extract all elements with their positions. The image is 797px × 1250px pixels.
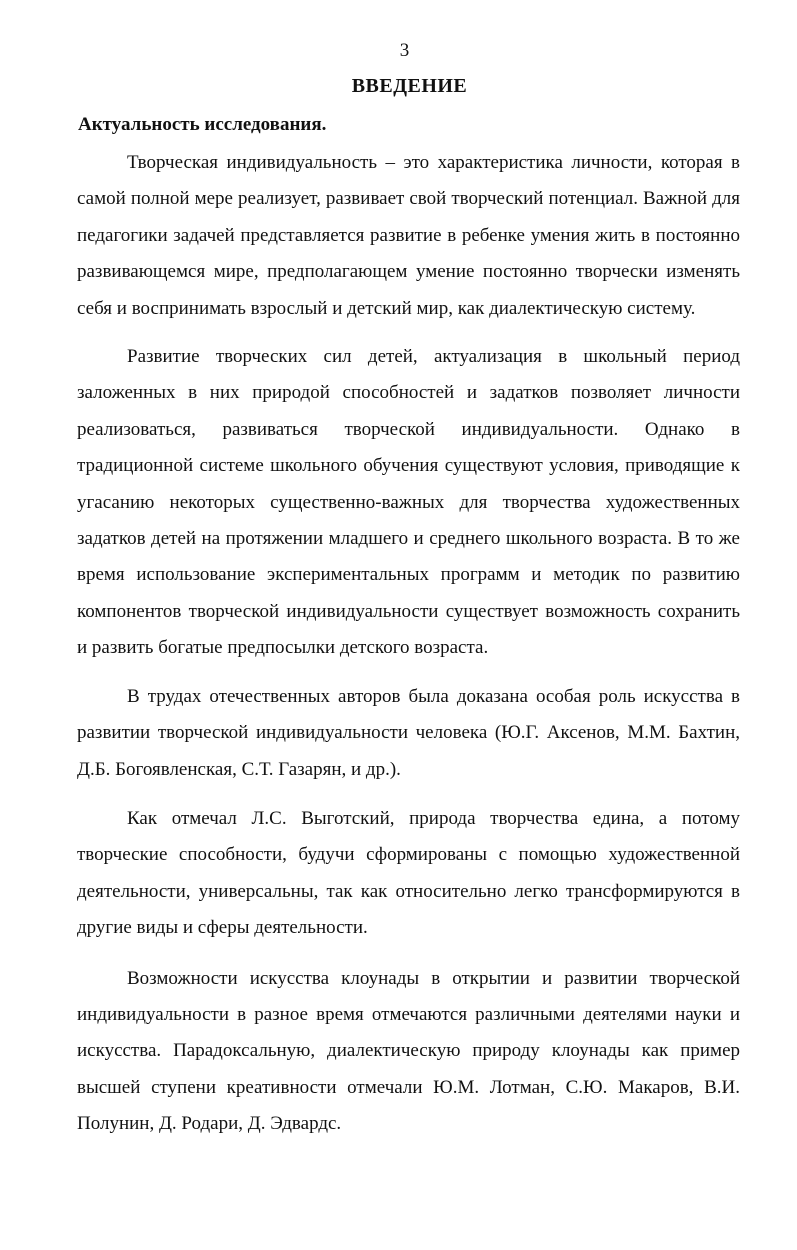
paragraph-clownery: Возможности искусства клоунады в открытии и развитии творческой индивидуальности в разное время отмечаются различными деятелями науки и искусства. Парадоксальную, диалектическую природу клоунады как пример высшей ступени креативности отмечали Ю.М. Лотман, С.Ю. Макаров, В.И. Полунин, Д. Родари, Д. Эдвардс. <box>77 967 740 1135</box>
paragraph-vygotsky: Как отмечал Л.С. Выготский, природа творчества едина, а потому творческие способности, будучи сформированы с помощью художественной деятельности, универсальны, так как относительно легко трансформируются в другие виды и сферы деятельности. <box>77 807 740 939</box>
paragraph-role-of-art: В трудах отечественных авторов была доказана особая роль искусства в развитии творческой индивидуальности человека (Ю.Г. Аксенов, М.М. Бахтин, Д.Б. Богоявленская, С.Т. Газарян, и др.). <box>77 685 740 780</box>
section-heading: Актуальность исследования. <box>78 114 327 135</box>
page-number: 3 <box>399 40 410 61</box>
body-text <box>77 145 740 1143</box>
paragraph-development-creative-forces: Развитие творческих сил детей, актуализация в школьный период заложенных в них природой способностей и задатков позволяет личности реализоваться, развиваться творческой индивидуальности. Однако в традиционной системе школьного обучения существуют условия, приводящие к угасанию некоторых существенно-важных для творчества художественных задатков детей на протяжении младшего и среднего школьного возраста. В то же время использование экспериментальных программ и методик по развитию компонентов творческой индивидуальности существует возможность сохранить и развить богатые предпосылки детского возраста. <box>77 346 740 659</box>
page-title: ВВЕДЕНИЕ <box>351 75 468 97</box>
paragraph-creative-individuality: Творческая индивидуальность – это характеристика личности, которая в самой полной мере реализует, развивает свой творческий потенциал. Важной для педагогики задачей представляется развитие в ребенке умения жить в постоянно развивающемся мире, предполагающем умение постоянно творчески изменять себя и воспринимать взрослый и детский мир, как диалектическую систему. <box>77 152 740 319</box>
